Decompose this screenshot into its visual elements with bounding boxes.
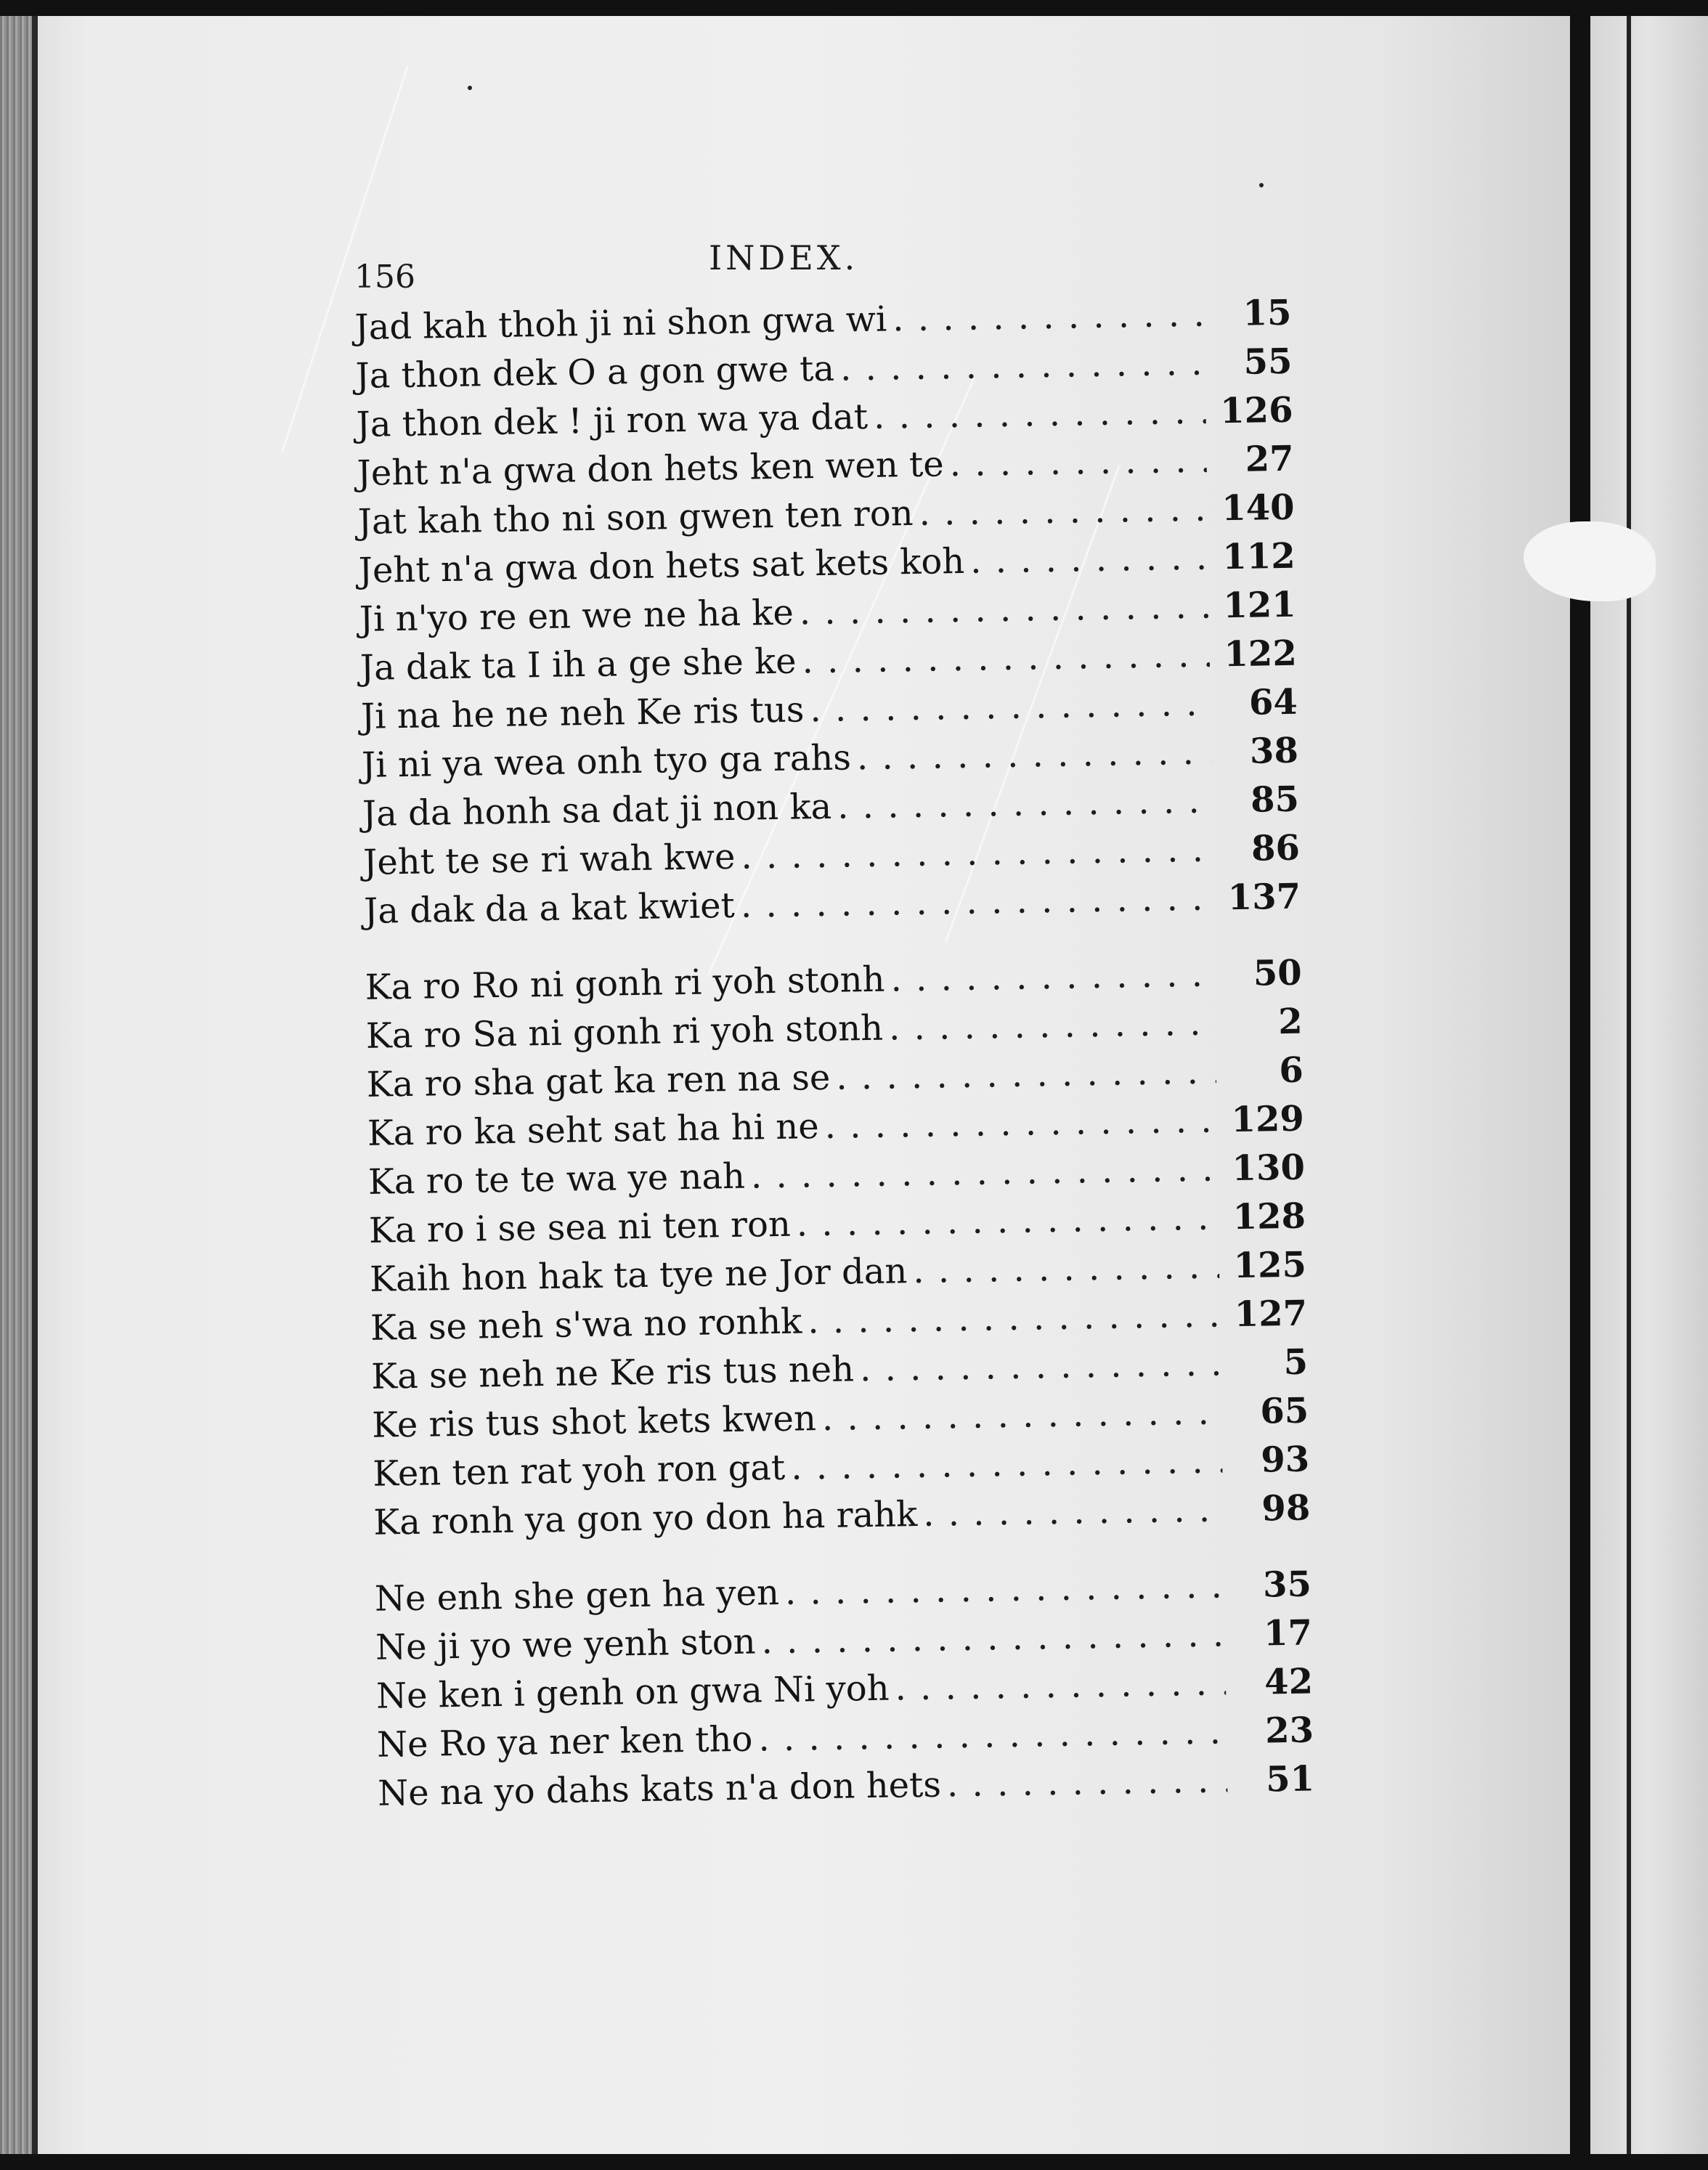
entry-page: 130 [1232, 1147, 1306, 1190]
entry-label: Ne ji yo we yenh ston [375, 1621, 756, 1668]
dot-leader [796, 631, 1210, 686]
adjacent-page [1590, 0, 1708, 2170]
entry-label: Kaih hon hak ta tye ne Jor dan [369, 1251, 908, 1300]
entry-page: 85 [1250, 779, 1300, 821]
dot-leader [734, 874, 1213, 930]
entry-label: Ka ro Ro ni gonh ri yoh stonh [365, 959, 885, 1008]
page-title: INDEX. [709, 238, 859, 277]
dot-leader [804, 680, 1211, 735]
entry-page: 121 [1223, 584, 1297, 627]
dot-leader [887, 290, 1205, 344]
entry-label: Ji n'yo re en we ne ha ke [359, 592, 794, 640]
entry-label: Ne ken i genh on gwa Ni yoh [375, 1667, 890, 1717]
dot-leader [834, 339, 1205, 394]
entry-page: 50 [1253, 952, 1303, 994]
adjacent-page-edge [1627, 0, 1631, 2170]
entry-page: 126 [1219, 389, 1293, 432]
entry-label: Ne enh she gen ha yen [374, 1572, 780, 1620]
entry-label: Jeht te se ri wah kwe [362, 836, 736, 883]
entry-label: Ka ro i se sea ni ten ron [368, 1203, 792, 1251]
entry-label: Ne na yo dahs kats n'a don hets [377, 1764, 942, 1814]
dot-leader [853, 1339, 1221, 1394]
dust-speck [1259, 183, 1264, 187]
dot-leader [884, 951, 1215, 1004]
entry-page: 2 [1277, 1001, 1304, 1043]
entry-label: Ja thon dek O a gon gwe ta [355, 348, 835, 397]
dot-leader [735, 826, 1213, 882]
dot-leader [964, 534, 1209, 586]
dot-leader [907, 1242, 1220, 1296]
dot-leader [943, 436, 1207, 489]
entry-label: Ne Ro ya ner ken tho [376, 1718, 753, 1765]
entry-label: Jat kah tho ni son gwen ten ron [357, 492, 914, 542]
entry-label: Ka se neh ne Ke ris tus neh [370, 1349, 855, 1397]
entry-label: Jad kah thoh ji ni shon gwa wi [354, 298, 887, 348]
entry-page: 129 [1231, 1098, 1305, 1141]
entry-page: 64 [1248, 681, 1298, 723]
entry-page: 128 [1232, 1195, 1306, 1238]
entry-page: 140 [1221, 487, 1296, 529]
dot-leader [917, 1485, 1224, 1539]
dot-leader [778, 1561, 1224, 1617]
dot-leader [790, 1193, 1219, 1248]
entry-page: 86 [1250, 827, 1301, 869]
entry-label: Ka ro Sa ni gonh ri yoh stonh [365, 1007, 884, 1057]
entry-page: 23 [1264, 1710, 1314, 1752]
index-group-n [375, 1561, 1315, 1819]
index-group-k [365, 949, 1310, 1548]
entry-label: Ka ro te te wa ye nah [367, 1155, 746, 1203]
entry-page: 35 [1262, 1564, 1312, 1606]
dot-leader [940, 1756, 1227, 1809]
entry-label: Ji ni ya wea onh tyo ga rahs [361, 737, 852, 786]
entry-page: 65 [1259, 1390, 1309, 1432]
dot-leader [818, 1096, 1217, 1151]
index-group-j [354, 289, 1301, 936]
entry-label: Ja dak ta I ih a ge she ke [359, 641, 797, 688]
dot-leader [785, 1436, 1223, 1492]
dot-leader [831, 777, 1213, 832]
dot-leader [752, 1707, 1227, 1763]
dot-leader [802, 1291, 1221, 1346]
dot-leader [793, 582, 1209, 638]
entry-page: 112 [1221, 535, 1296, 578]
page-number: 156 [354, 259, 415, 296]
dot-leader [830, 1047, 1217, 1102]
page-edge-shadow [32, 15, 38, 2164]
entry-page: 17 [1263, 1612, 1313, 1654]
dot-leader [882, 999, 1216, 1053]
entry-label: Ja thon dek ! ji ron wa ya dat [356, 396, 869, 445]
entry-label: Ji na he ne neh Ke ris tus [360, 689, 805, 737]
entry-page: 137 [1227, 876, 1301, 919]
entry-label: Ka ro ka seht sat ha hi ne [367, 1106, 820, 1154]
dot-leader [744, 1145, 1218, 1200]
entry-label: Ja da honh sa dat ji non ka [362, 786, 832, 834]
entry-label: Ken ten rat yoh ron gat [372, 1447, 786, 1495]
entry-label: Jeht n'a gwa don hets ken wen te [357, 444, 945, 494]
entry-page: 55 [1243, 341, 1293, 383]
scan-border-bottom [0, 2154, 1708, 2170]
dot-leader [755, 1610, 1225, 1666]
dot-leader [868, 388, 1206, 442]
dust-speck [468, 86, 472, 90]
index-list [354, 289, 1315, 1846]
entry-page: 5 [1283, 1341, 1309, 1383]
entry-label: Ka ronh ya gon yo don ha rahk [373, 1494, 918, 1543]
entry-page: 98 [1261, 1487, 1311, 1529]
entry-page: 127 [1234, 1293, 1308, 1336]
entry-page: 15 [1243, 292, 1292, 334]
entry-page: 125 [1233, 1244, 1307, 1287]
dot-leader [913, 485, 1208, 538]
entry-page: 38 [1249, 730, 1299, 772]
dot-leader [850, 728, 1211, 783]
entry-label: Ka se neh s'wa no ronhk [370, 1301, 802, 1349]
entry-label: Jeht n'a gwa don hets sat kets koh [358, 540, 965, 591]
entry-page: 122 [1224, 633, 1298, 675]
entry-page: 51 [1265, 1758, 1315, 1800]
book-gutter [1570, 0, 1590, 2170]
scan-border-top [0, 0, 1708, 16]
entry-page: 27 [1245, 438, 1294, 480]
dot-leader [889, 1659, 1227, 1712]
entry-page: 93 [1260, 1439, 1310, 1481]
entry-label: Ke ris tus shot kets kwen [371, 1398, 817, 1446]
entry-label: Ja dak da a kat kwiet [363, 885, 736, 932]
entry-page: 6 [1278, 1049, 1304, 1092]
dot-leader [816, 1388, 1221, 1443]
book-edge [0, 0, 32, 2170]
entry-label: Ka ro sha gat ka ren na se [366, 1057, 831, 1105]
entry-page: 42 [1264, 1661, 1314, 1703]
